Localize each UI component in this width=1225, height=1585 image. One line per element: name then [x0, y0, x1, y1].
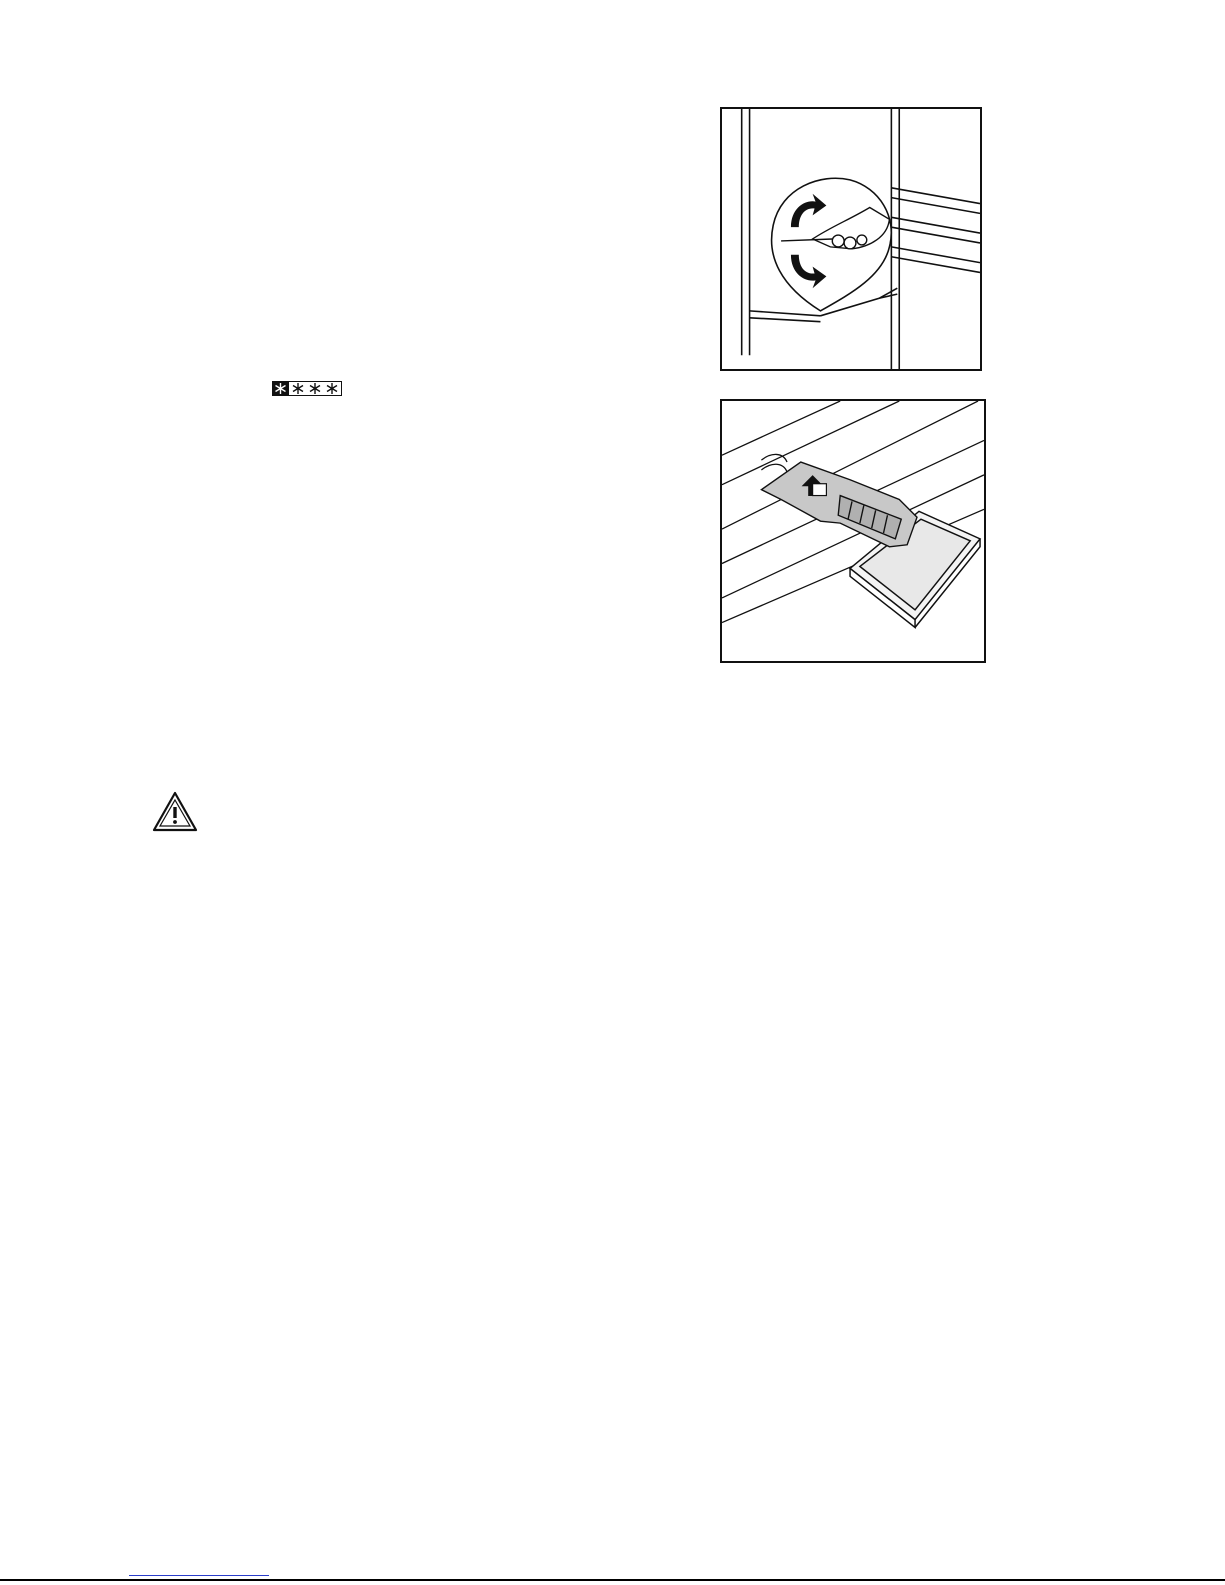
thermostat-adjustment-illustration: [720, 107, 982, 371]
footer-link-underline[interactable]: [129, 1575, 269, 1576]
defrost-scraper-tray-illustration: [720, 399, 986, 663]
defrost-illustration-svg: [722, 401, 984, 661]
warning-triangle-icon: [152, 791, 198, 832]
thermostat-illustration-svg: [722, 109, 980, 369]
four-star-freezer-icon: [272, 381, 342, 396]
footer-rule: [0, 1579, 1225, 1581]
